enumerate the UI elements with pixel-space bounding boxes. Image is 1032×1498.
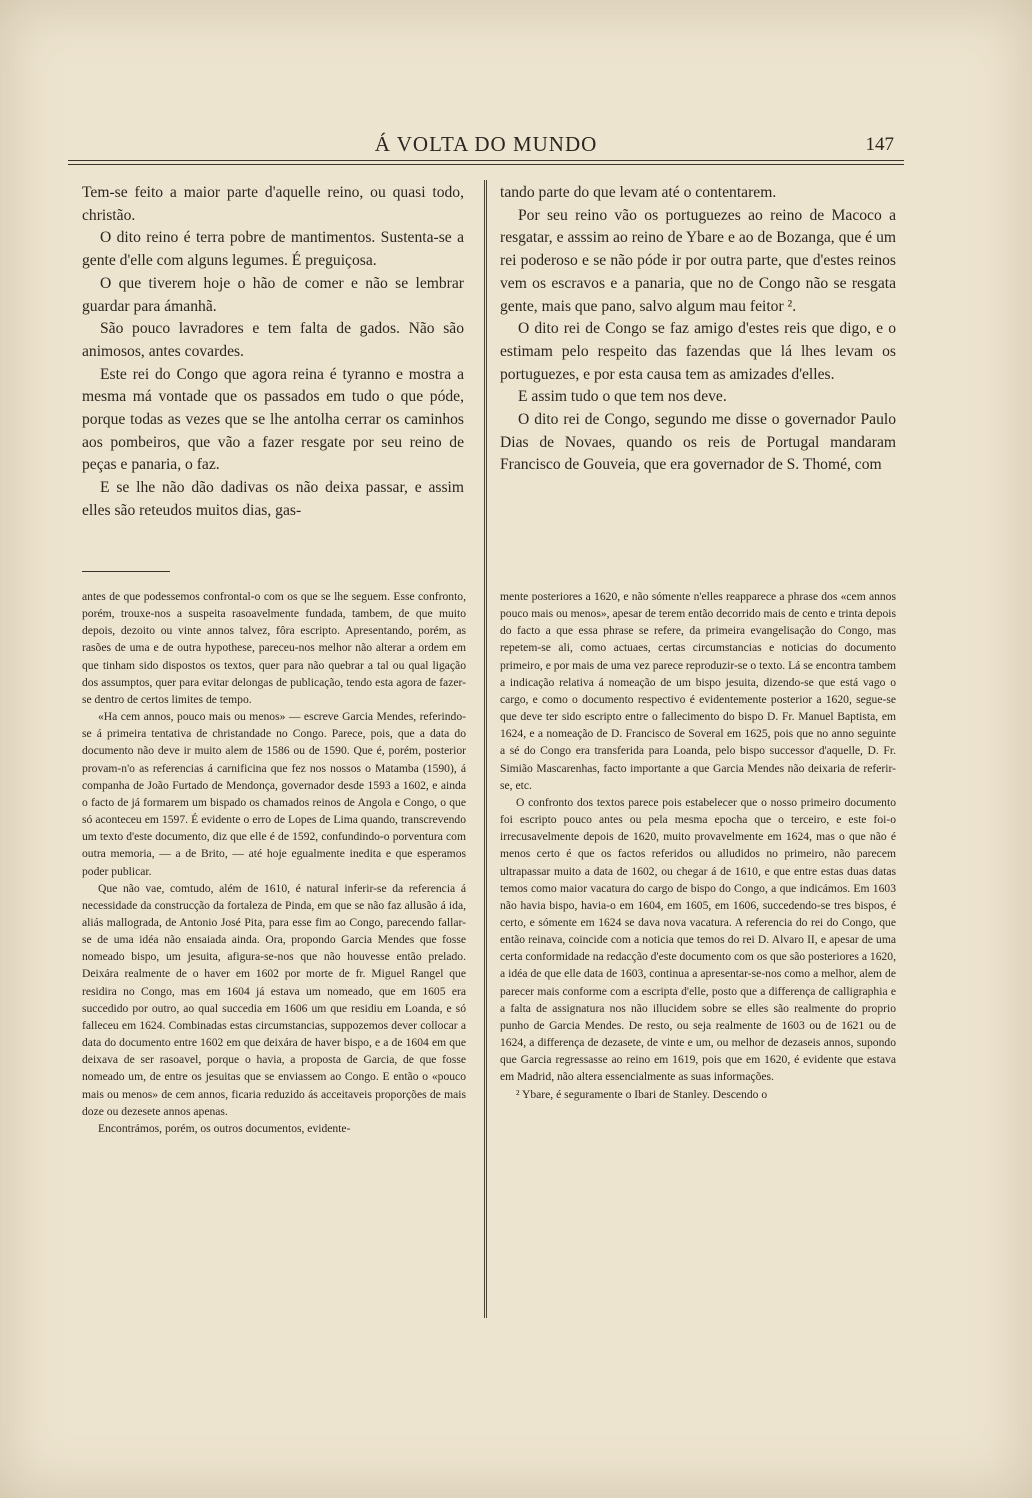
footnote-paragraph: mente posteriores a 1620, e não sómente n'elles reapparece a phrase dos «cem annos pouco mais ou menos», apesar de terem então decorrido mais de cento e trinta depois do facto a que essa phrase se refere, da primeira evangelisação do Congo, mas repetem-se ali, como actuaes, certas circumstancias e noticias do documento primeiro, e por mais de uma vez parece reproduzir-se o texto. Lá se encontra tambem a indicação relativa á nomeação de um bispo jesuita, dizendo-se que está vago o cargo, e como o documento respectivo é evidentemente posterior a 1620, segue-se que deve ter sido escripto entre o fallecimento do bispo D. Fr. Manuel Baptista, em 1624, e a nomeação de D. Francisco de Soveral em 1625, pois que no anno seguinte a sé do Congo era transferida para Loanda, pelo bispo successor d'aquelle, D. Fr. Simião Mascarenhas, facto importante a que Garcia Mendes não deixaria de referir-se, etc. bbox=[500, 590, 896, 792]
paragraph: E se lhe não dão dadivas os não deixa passar, e assim elles são reteudos muitos dias, gas- bbox=[82, 479, 464, 519]
footnote-paragraph: O confronto dos textos parece pois estabelecer que o nosso primeiro documento foi escripto pouco antes ou pela mesma epocha que o terceiro, e este foi-o irrecusavelmente depois de 1620, muito provavelmente em 1624, mas o que não é menos certo é que os factos referidos ou alludidos no primeiro, não parecem ultrapassar muito a data de 1602, ou chegar á de 1610, e que entre estas duas datas temos como maior vacatura do cargo de bispo do Congo, a que indicámos. Em 1603 não havia bispo, havia-o em 1604, em 1605, em 1606, succedendo-se tres bispos, é certo, e sómente em 1624 se dava nova vacatura. A referencia do rei do Congo, que então reinava, coincide com a noticia que temos do rei D. Alvaro II, e apesar de uma certa conformidade na redacção d'este documento com os que são posteriores a 1620, a idéa de que elle data de 1603, continua a apresentar-se-nos como a melhor, alem de parecer mais conforme com a escripta d'elle, posto que a differença de calligraphia e a falta de assignatura nos não illucidem sobre se elles são realmente do proprio punho de Garcia Mendes. De resto, ou seja realmente de 1603 ou de 1621 ou de 1624, a differença de dezasete, de vinte e um, ou melhor de dezaseis annos, supondo que Garcia regressasse ao reino em 1619, pois que em 1620, é evidente que estava em Madrid, não altera essencialmente as suas informações. bbox=[500, 795, 896, 1084]
paragraph: Por seu reino vão os portuguezes ao reino de Macoco a resgatar, e asssim ao reino de Ybare e ao de Bozanga, que é um rei poderoso e se não póde ir por outra parte, que d'estes reinos vem os escravos e a panaria, que no de Congo não se resgata gente, mais que pano, salvo algum mau feitor ². bbox=[500, 206, 896, 315]
main-text-right-column bbox=[500, 182, 896, 477]
header-rule bbox=[68, 160, 904, 161]
running-header bbox=[68, 128, 904, 164]
paragraph: Tem-se feito a maior parte d'aquelle reino, ou quasi todo, christão. bbox=[82, 184, 464, 224]
footnote-2: ² Ybare, é seguramente o Ibari de Stanley. Descendo o bbox=[516, 1087, 768, 1101]
header-rule-thin bbox=[68, 164, 904, 165]
footnote-paragraph: Encontrámos, porém, os outros documentos, evidente- bbox=[98, 1121, 351, 1135]
footnotes-right-column bbox=[500, 588, 896, 1103]
footnote-rule bbox=[82, 571, 170, 572]
paragraph: O dito reino é terra pobre de mantimentos. Sustenta-se a gente d'elle com alguns legumes. É preguiçosa. bbox=[82, 229, 464, 270]
paragraph: Este rei do Congo que agora reina é tyranno e mostra a mesma má vontade que os passados em tudo o que póde, porque todas as vezes que se lhe antolha cerrar os caminhos aos pombeiros, que vão a fazer resgate por seu reino de peças e panaria, o faz. bbox=[82, 365, 464, 474]
paragraph: O dito rei de Congo se faz amigo d'estes reis que digo, e o estimam pelo respeito das fazendas que lá lhes levam os portuguezes, e por esta causa tem as amizades d'elles. bbox=[500, 320, 896, 383]
footnote-paragraph: Que não vae, comtudo, além de 1610, é natural inferir-se da referencia á necessidade da construcção da fortaleza de Pinda, em que se não faz allusão á ida, aliás mallograda, de Antonio José Pita, para esse fim ao Congo, parecendo fallar-se de uma idéa não ensaiada ainda. Ora, propondo Garcia Mendes que fosse nomeado bispo, um jesuita, afigura-se-nos que não houvesse então prelado. Deixára realmente de o haver em 1602 por morte de fr. Miguel Rangel que residira no Congo, mas em 1604 já estava um nomeado, que em 1605 era succedido por outro, ao qual succedia em 1606 um que residiu em Loanda, e só falleceu em 1624. Combinadas estas circumstancias, suppozemos dever collocar a data do documento entre 1602 em que deixára de haver bispo, e a de 1604 em que deixava de ser rasoavel, porque o havia, a proposta de Garcia, de que fosse nomeado um, de entre os jesuitas que se enviassem ao Congo. E então o «pouco mais ou menos» de cem annos, ficaria reduzido ás acceitaveis proporções de mais doze ou dezesete annos apenas. bbox=[82, 881, 466, 1118]
footnote-paragraph: antes de que podessemos confrontal-o com os que se lhe seguem. Esse confronto, porém, trouxe-nos a suspeita rasoavelmente fundada, tambem, de que muito depois, dezoito ou vinte annos talvez, fôra escripto. Apresentando, porém, as rasões de uma e de outra hypothese, pareceu-nos melhor não alterar a ordem em que tinham sido dispostos os textos, quer para não quebrar a tal ou qual ligação dos assumptos, quer para evitar delongas de publicação, tendo esta agora de fazer-se dentro de certos limites de tempo. bbox=[82, 590, 466, 706]
footnote-paragraph: «Ha cem annos, pouco mais ou menos» — escreve Garcia Mendes, referindo-se á primeira tentativa de christandade no Congo. Parece, pois, que a data do documento não deve ir muito alem de 1586 ou de 1590. Que é, porém, posterior provam-n'o as referencias á carnificina que fez nos nossos o Matamba (1590), á companha de João Furtado de Mendonça, governador desde 1593 a 1602, e ainda o facto de já formarem um bispado os chamados reinos de Angola e Congo, o que só aconteceu em 1597. É evidente o erro de Lopes de Lima quando, transcrevendo um texto d'este documento, diz que elle é de 1592, confundindo-o porventura com outra memoria, — a de Brito, — até hoje egualmente inedita e que esperamos poder publicar. bbox=[82, 710, 466, 878]
paragraph: tando parte do que levam até o contentarem. bbox=[500, 184, 777, 201]
paragraph: O que tiverem hoje o hão de comer e não se lembrar guardar para ámanhã. bbox=[82, 274, 464, 315]
footnotes-left-column bbox=[82, 588, 466, 1137]
column-divider bbox=[484, 180, 487, 1318]
running-title: Á VOLTA DO MUNDO bbox=[374, 132, 598, 156]
paragraph: E assim tudo o que tem nos deve. bbox=[518, 388, 727, 406]
paragraph: São pouco lavradores e tem falta de gados. Não são animosos, antes covardes. bbox=[82, 320, 464, 360]
paragraph: O dito rei de Congo, segundo me disse o governador Paulo Dias de Novaes, quando os reis de Portugal mandaram Francisco de Gouveia, que era governador de S. Thomé, com bbox=[500, 411, 896, 474]
page-number: 147 bbox=[865, 134, 894, 155]
main-text-left-column bbox=[82, 182, 464, 523]
